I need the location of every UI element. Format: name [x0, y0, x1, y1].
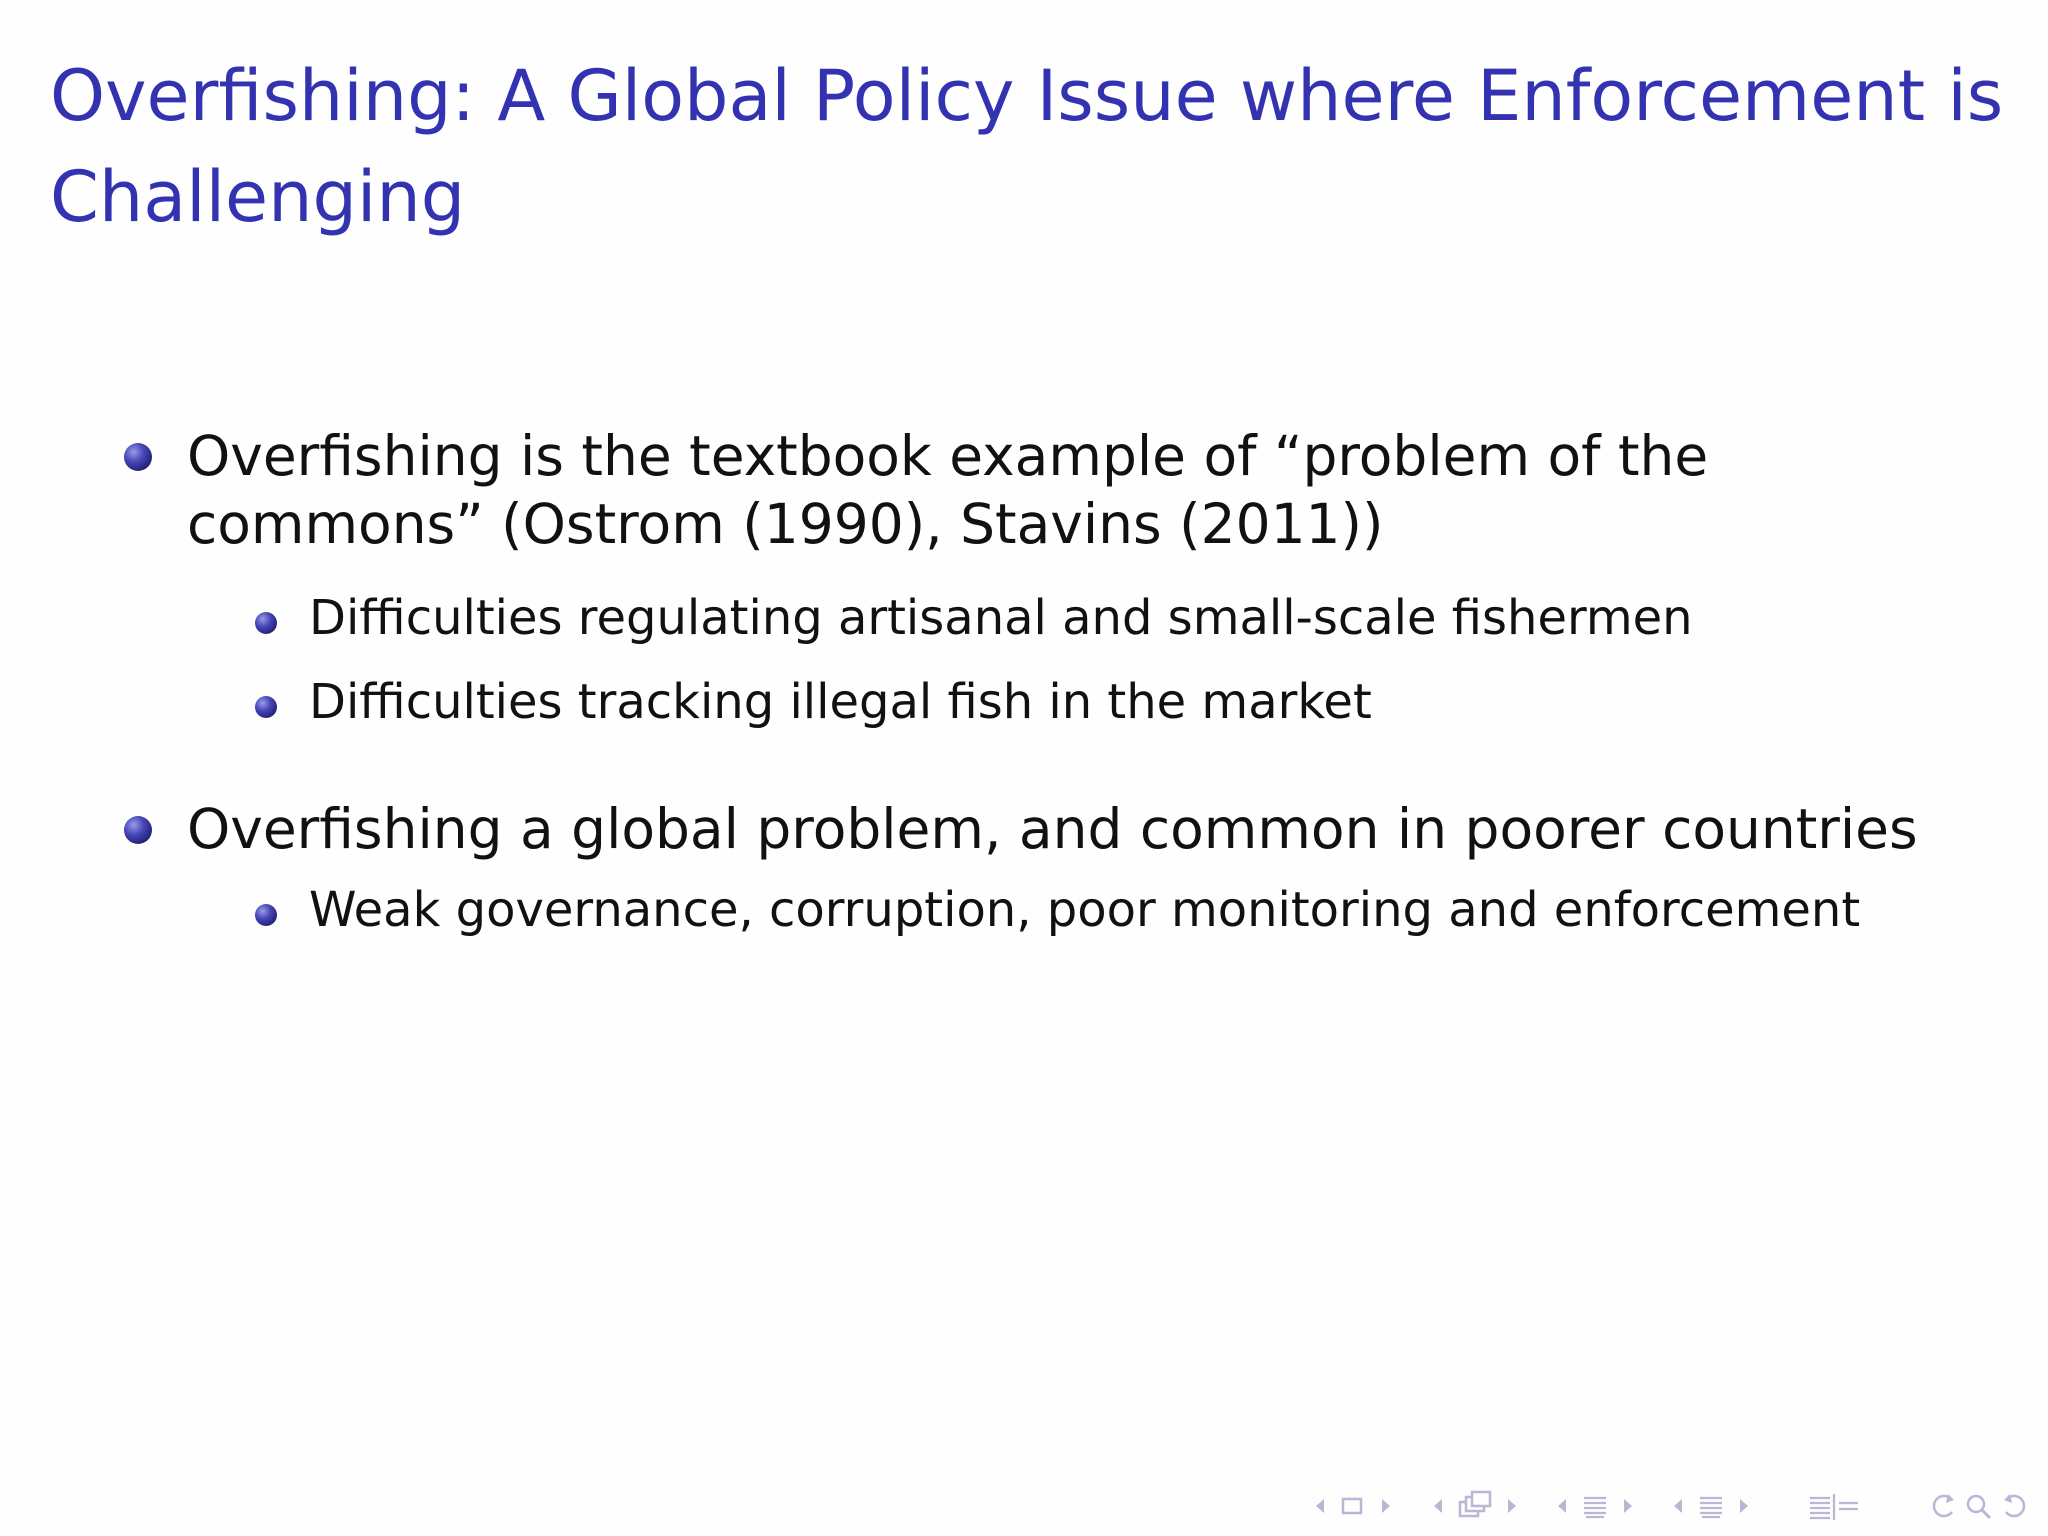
sub-bullet-item-1-2: Difficulties tracking illegal fish in the market: [309, 674, 1372, 730]
frame-prev-icon[interactable]: [1310, 1488, 1330, 1524]
sub-bullet-item-1-1: Difficulties regulating artisanal and small-scale fishermen: [309, 590, 1693, 646]
section-icon[interactable]: [1580, 1488, 1610, 1524]
subsection-icon[interactable]: [1456, 1488, 1496, 1524]
slide-title: Overfishing: A Global Policy Issue where Enforcement is Challenging: [50, 55, 2004, 238]
bullet-icon: [124, 816, 152, 844]
forward-icon[interactable]: [1998, 1488, 2032, 1524]
section-next-icon[interactable]: [1618, 1488, 1638, 1524]
document-next-icon[interactable]: [1734, 1488, 1754, 1524]
sub-bullet-item-2-1: Weak governance, corruption, poor monitoring and enforcement: [309, 882, 1861, 938]
navigation-bar: [1300, 1488, 2040, 1524]
bullet-item-1: Overfishing is the textbook example of “problem of the commons” (Ostrom (1990), Stavins (2011)): [187, 424, 1709, 556]
bullet-icon: [255, 696, 277, 718]
back-icon[interactable]: [1926, 1488, 1960, 1524]
bullet-item-2: Overfishing a global problem, and common in poorer countries: [187, 797, 1918, 861]
subsection-next-icon[interactable]: [1502, 1488, 1522, 1524]
bullet-icon: [124, 443, 152, 471]
bullet-icon: [255, 612, 277, 634]
frame-icon[interactable]: [1338, 1488, 1368, 1524]
frame-next-icon[interactable]: [1376, 1488, 1396, 1524]
section-prev-icon[interactable]: [1552, 1488, 1572, 1524]
search-icon[interactable]: [1962, 1488, 1996, 1524]
bullet-icon: [255, 904, 277, 926]
subsection-prev-icon[interactable]: [1428, 1488, 1448, 1524]
document-prev-icon[interactable]: [1668, 1488, 1688, 1524]
document-icon[interactable]: [1696, 1488, 1726, 1524]
appendix-icon[interactable]: [1806, 1488, 1862, 1524]
